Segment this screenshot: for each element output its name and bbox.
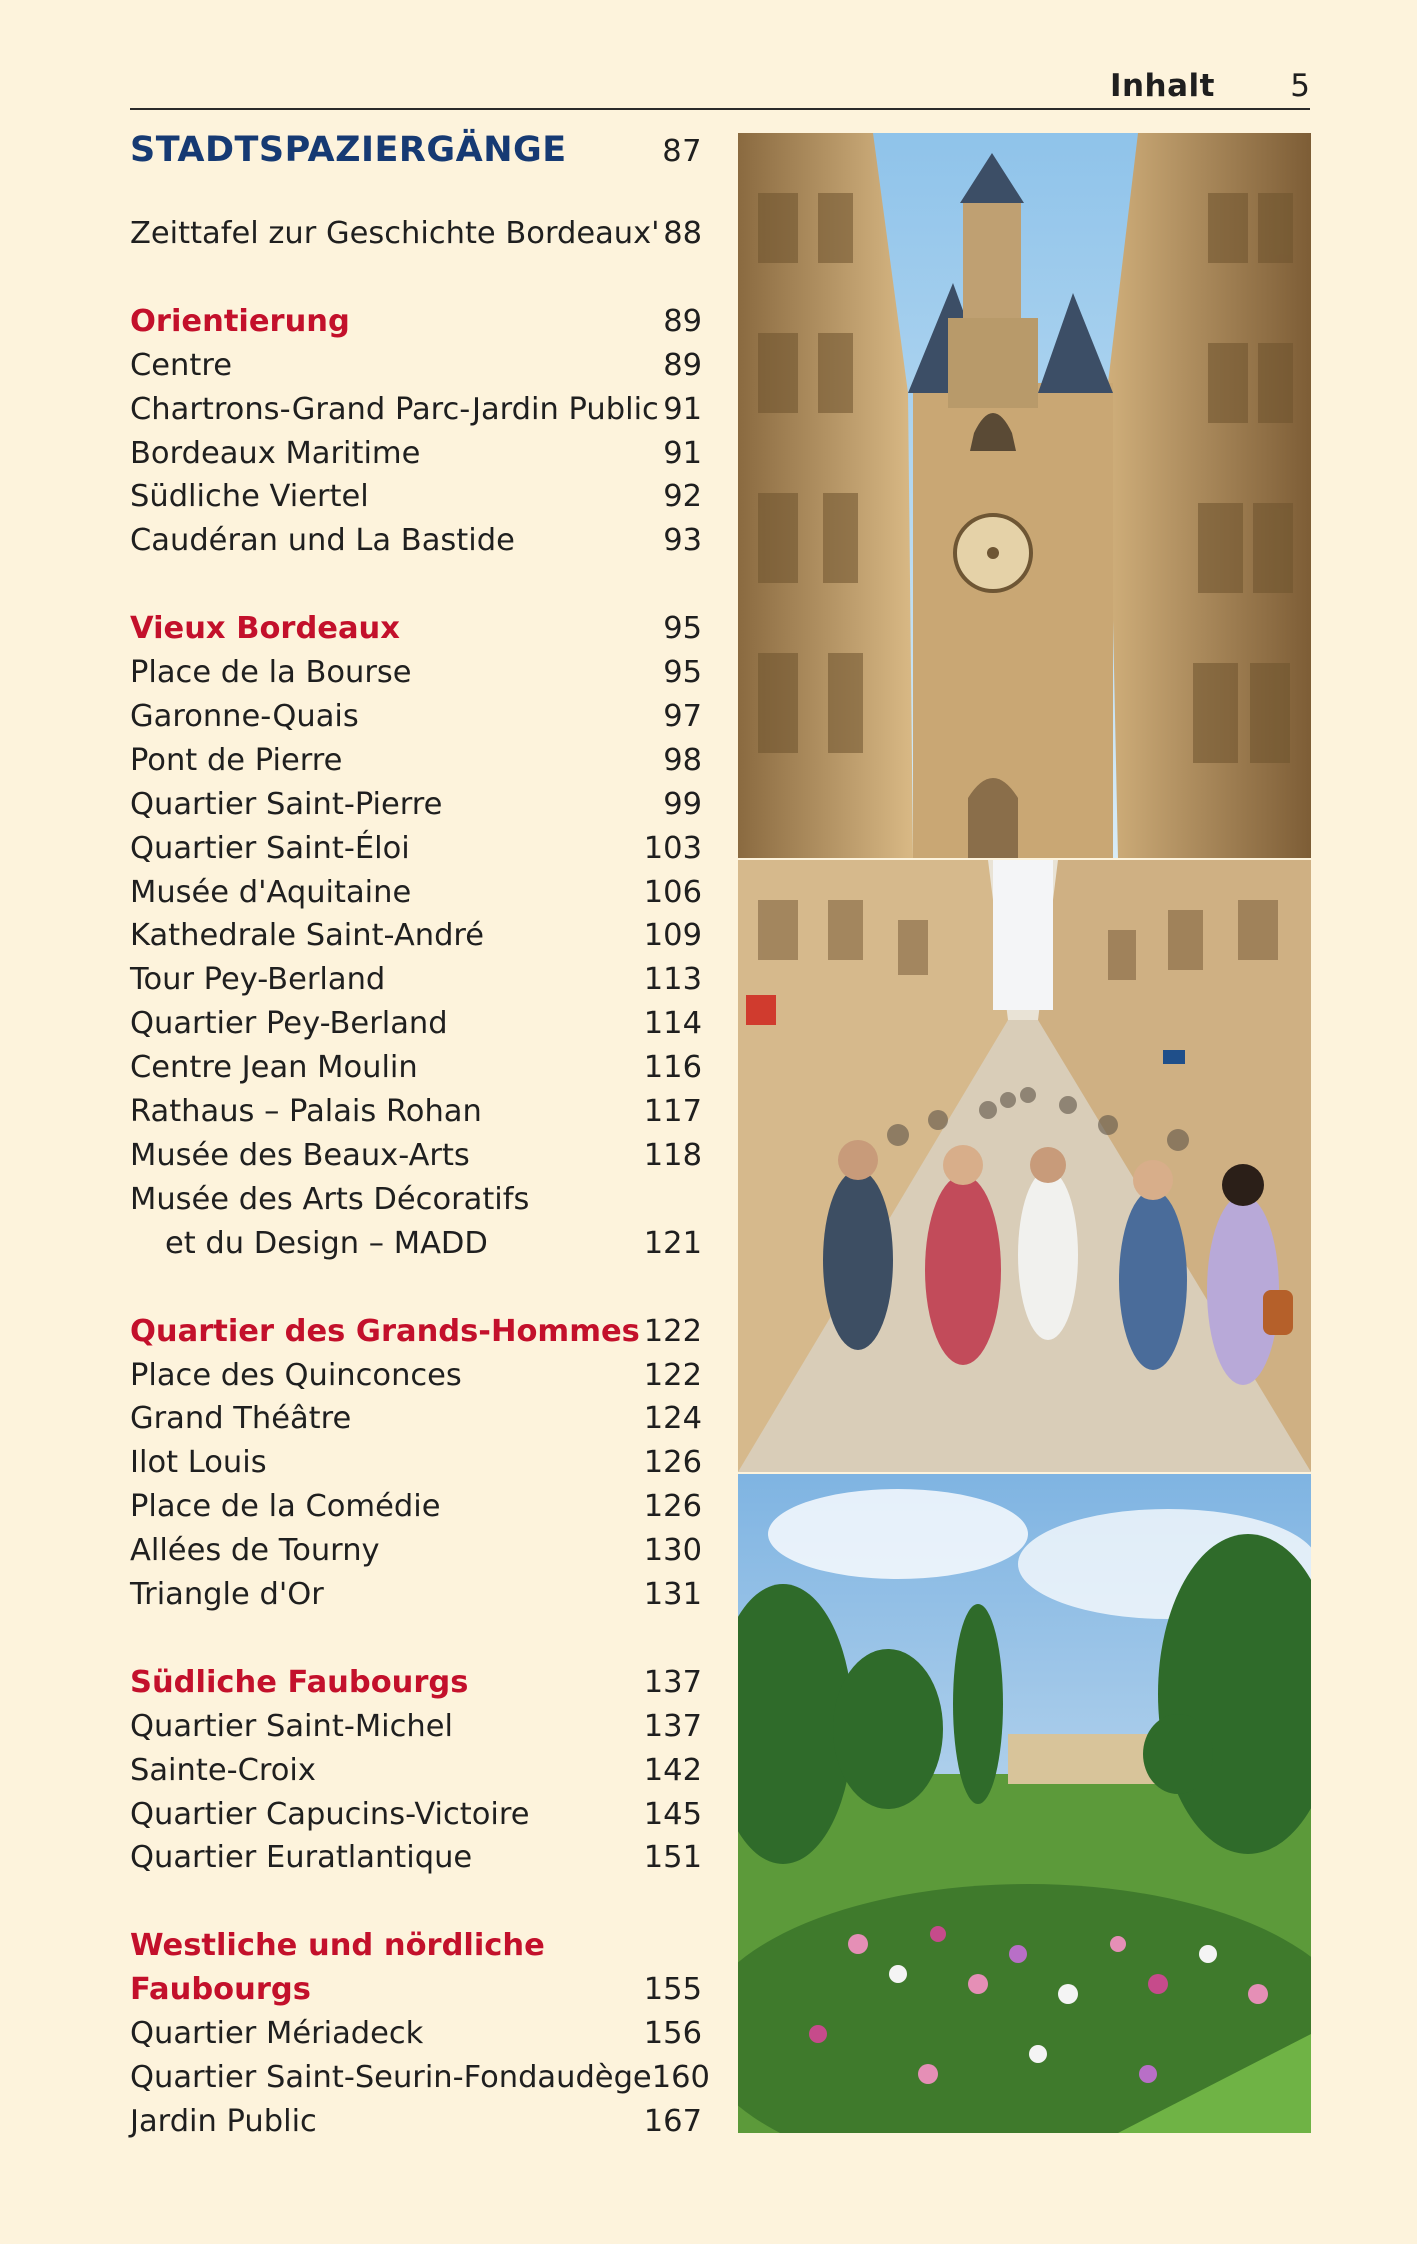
photo-jardin-public-illustration (738, 1474, 1311, 2133)
toc-entry[interactable] (130, 914, 702, 958)
toc-entry[interactable] (130, 1836, 702, 1880)
toc-entry[interactable] (130, 1002, 702, 1046)
toc-entry-page: 106 (643, 874, 702, 910)
toc-entry-label: Place de la Bourse (130, 655, 412, 691)
toc-entry-label: Pont de Pierre (130, 742, 343, 778)
toc-entry-page: 122 (643, 1357, 702, 1393)
toc-entry-label: Musée des Arts Décoratifs (130, 1181, 530, 1217)
toc-entry[interactable] (130, 739, 702, 783)
photo-rue-sainte-catherine (738, 860, 1311, 1472)
toc-entry-page: 93 (663, 523, 702, 559)
toc-entry-page: 114 (643, 1006, 702, 1042)
toc-entry[interactable] (130, 651, 702, 695)
toc-entry[interactable] (130, 783, 702, 827)
header-label: Inhalt (1109, 68, 1215, 104)
toc-entry-label: Place de la Comédie (130, 1489, 441, 1525)
toc-entry-label: Musée des Beaux-Arts (130, 1138, 470, 1173)
toc-entry-page: 121 (643, 1225, 702, 1261)
toc-entry-label: Kathedrale Saint-André (130, 918, 485, 954)
toc-entry-page: 117 (643, 1094, 702, 1130)
toc-entry[interactable] (130, 1529, 702, 1573)
toc-entry-label: et du Design – MADD (165, 1225, 488, 1261)
toc-entry-page: 99 (663, 786, 702, 822)
toc-entry[interactable] (130, 827, 702, 871)
toc-entry-label: Jardin Public (130, 2103, 317, 2139)
toc-entry-page: 167 (643, 2103, 702, 2139)
toc-entry-label: Musée d'Aquitaine (130, 874, 412, 910)
toc-entry[interactable] (130, 2012, 702, 2056)
toc-entry-page: 113 (643, 962, 702, 998)
toc-entry-page: 97 (663, 698, 702, 734)
toc-section-page: 95 (663, 611, 702, 647)
toc-section-suedliche-faubourgs[interactable] (130, 1661, 702, 1705)
toc-entry[interactable] (130, 1046, 702, 1090)
page-number: 5 (1290, 68, 1310, 104)
toc-entry-intro[interactable] (130, 212, 702, 256)
toc-entry-label: Quartier Saint-Pierre (130, 786, 443, 822)
toc-entry[interactable] (130, 1441, 702, 1485)
toc-entry[interactable] (130, 1573, 702, 1617)
toc-section-vieux-bordeaux[interactable] (130, 607, 702, 651)
toc-entry[interactable] (130, 1749, 702, 1793)
toc-section-label: Orientierung (130, 303, 350, 339)
toc-section-label: Vieux Bordeaux (130, 611, 400, 647)
toc-entry[interactable] (130, 1705, 702, 1749)
toc-entry[interactable] (130, 1485, 702, 1529)
toc-entry-page: 109 (643, 918, 702, 954)
toc-section-label: Südliche Faubourgs (130, 1664, 469, 1700)
toc-entry[interactable] (130, 1222, 702, 1266)
toc-entry[interactable] (130, 695, 702, 739)
toc-entry-page: 156 (643, 2016, 702, 2052)
photo-grosse-cloche-illustration (738, 133, 1311, 858)
toc-entry[interactable] (130, 388, 702, 432)
toc-entry[interactable] (130, 519, 702, 563)
toc-section-label: Faubourgs (130, 1972, 311, 2008)
toc-entry-page: 92 (663, 479, 702, 515)
toc-title[interactable] (130, 124, 702, 178)
toc-entry-label: Tour Pey-Berland (130, 962, 386, 998)
toc-entry-label: Centre (130, 347, 232, 383)
toc-entry-label: Grand Théâtre (130, 1401, 352, 1437)
toc-entry-page: 137 (643, 1708, 702, 1744)
toc-entry-page: 126 (643, 1445, 702, 1481)
toc-entry[interactable] (130, 475, 702, 519)
toc-entry-page: 124 (643, 1401, 702, 1437)
toc-entry-label: Bordeaux Maritime (130, 435, 421, 471)
photo-jardin-public (738, 1474, 1311, 2133)
toc-entry-label: Südliche Viertel (130, 479, 369, 515)
toc-entry-label: Sainte-Croix (130, 1752, 316, 1788)
toc-entry-page: 145 (643, 1796, 702, 1832)
toc-title-page: 87 (662, 134, 702, 169)
toc-entry[interactable] (130, 1793, 702, 1837)
toc-entry-label: Quartier Pey-Berland (130, 1006, 448, 1042)
toc-entry-label: Quartier Mériadeck (130, 2016, 424, 2052)
toc-entry-page: 151 (643, 1840, 702, 1876)
toc-section-orientierung[interactable] (130, 300, 702, 344)
toc-entry-page: 126 (643, 1489, 702, 1525)
toc-entry-page: 160 (651, 2059, 710, 2095)
toc-entry-label: Triangle d'Or (130, 1577, 324, 1613)
toc-entry-page: 142 (643, 1752, 702, 1788)
toc-entry[interactable] (130, 871, 702, 915)
toc-section-page: 122 (643, 1313, 702, 1349)
toc-entry-label: Quartier Saint-Seurin-Fondaudège (130, 2059, 652, 2095)
toc-entry[interactable] (130, 2056, 710, 2100)
toc-entry-label: Rathaus – Palais Rohan (130, 1094, 482, 1130)
toc-entry-page: 103 (643, 830, 702, 866)
toc-entry-label: Place des Quinconces (130, 1357, 462, 1393)
toc-section-page: 137 (643, 1664, 702, 1700)
toc-entry[interactable] (130, 432, 702, 476)
toc-entry-label: Centre Jean Moulin (130, 1050, 418, 1086)
photo-rue-sainte-catherine-illustration (738, 860, 1311, 1472)
toc-section-label: Quartier des Grands-Hommes (130, 1313, 640, 1349)
toc-entry[interactable] (130, 1134, 702, 1178)
toc-entry-label: Chartrons-Grand Parc-Jardin Public (130, 391, 659, 427)
toc-entry-label: Quartier Saint-Éloi (130, 830, 410, 866)
photo-column (738, 133, 1311, 2133)
toc-section-grands-hommes[interactable] (130, 1310, 702, 1354)
toc-entry-page: 130 (643, 1533, 702, 1569)
page-header (130, 64, 1310, 110)
toc-entry-page: 98 (663, 742, 702, 778)
toc-entry-label: Zeittafel zur Geschichte Bordeaux' (130, 216, 660, 251)
toc-entry[interactable] (130, 1397, 702, 1441)
toc-entry-page: 118 (643, 1138, 702, 1173)
toc-section-page: 155 (643, 1972, 702, 2008)
toc-entry-label: Allées de Tourny (130, 1533, 380, 1569)
toc-entry[interactable] (130, 1354, 702, 1398)
toc-entry-page: 116 (643, 1050, 702, 1086)
toc-entry-page: 88 (663, 216, 702, 251)
toc-entry-page: 91 (663, 435, 702, 471)
toc-entry-page: 131 (643, 1577, 702, 1613)
toc-entry-label: Quartier Euratlantique (130, 1840, 473, 1876)
toc-entry-label: Quartier Capucins-Victoire (130, 1796, 530, 1832)
toc-entry[interactable] (130, 344, 702, 388)
photo-grosse-cloche (738, 133, 1311, 858)
toc-section-westliche-faubourgs[interactable] (130, 1924, 702, 1968)
toc-entry[interactable] (130, 2100, 702, 2144)
toc-entry-label: Quartier Saint-Michel (130, 1708, 453, 1744)
toc-entry-label: Garonne-Quais (130, 698, 359, 734)
toc-section-page: 89 (663, 303, 702, 339)
toc-entry[interactable] (130, 1090, 702, 1134)
toc-section-westliche-faubourgs-line2[interactable] (130, 1968, 702, 2012)
toc-title-label: STADTSPAZIERGÄNGE (130, 130, 567, 170)
toc-entry-page: 95 (663, 655, 702, 691)
toc-entry[interactable] (130, 1178, 702, 1222)
toc-entry-label: Caudéran und La Bastide (130, 523, 515, 559)
toc-entry[interactable] (130, 958, 702, 1002)
toc-entry-page: 91 (663, 391, 702, 427)
toc-entry-label: Ilot Louis (130, 1445, 267, 1481)
table-of-contents (130, 124, 710, 2144)
toc-section-label: Westliche und nördliche (130, 1928, 545, 1964)
toc-entry-page: 89 (663, 347, 702, 383)
